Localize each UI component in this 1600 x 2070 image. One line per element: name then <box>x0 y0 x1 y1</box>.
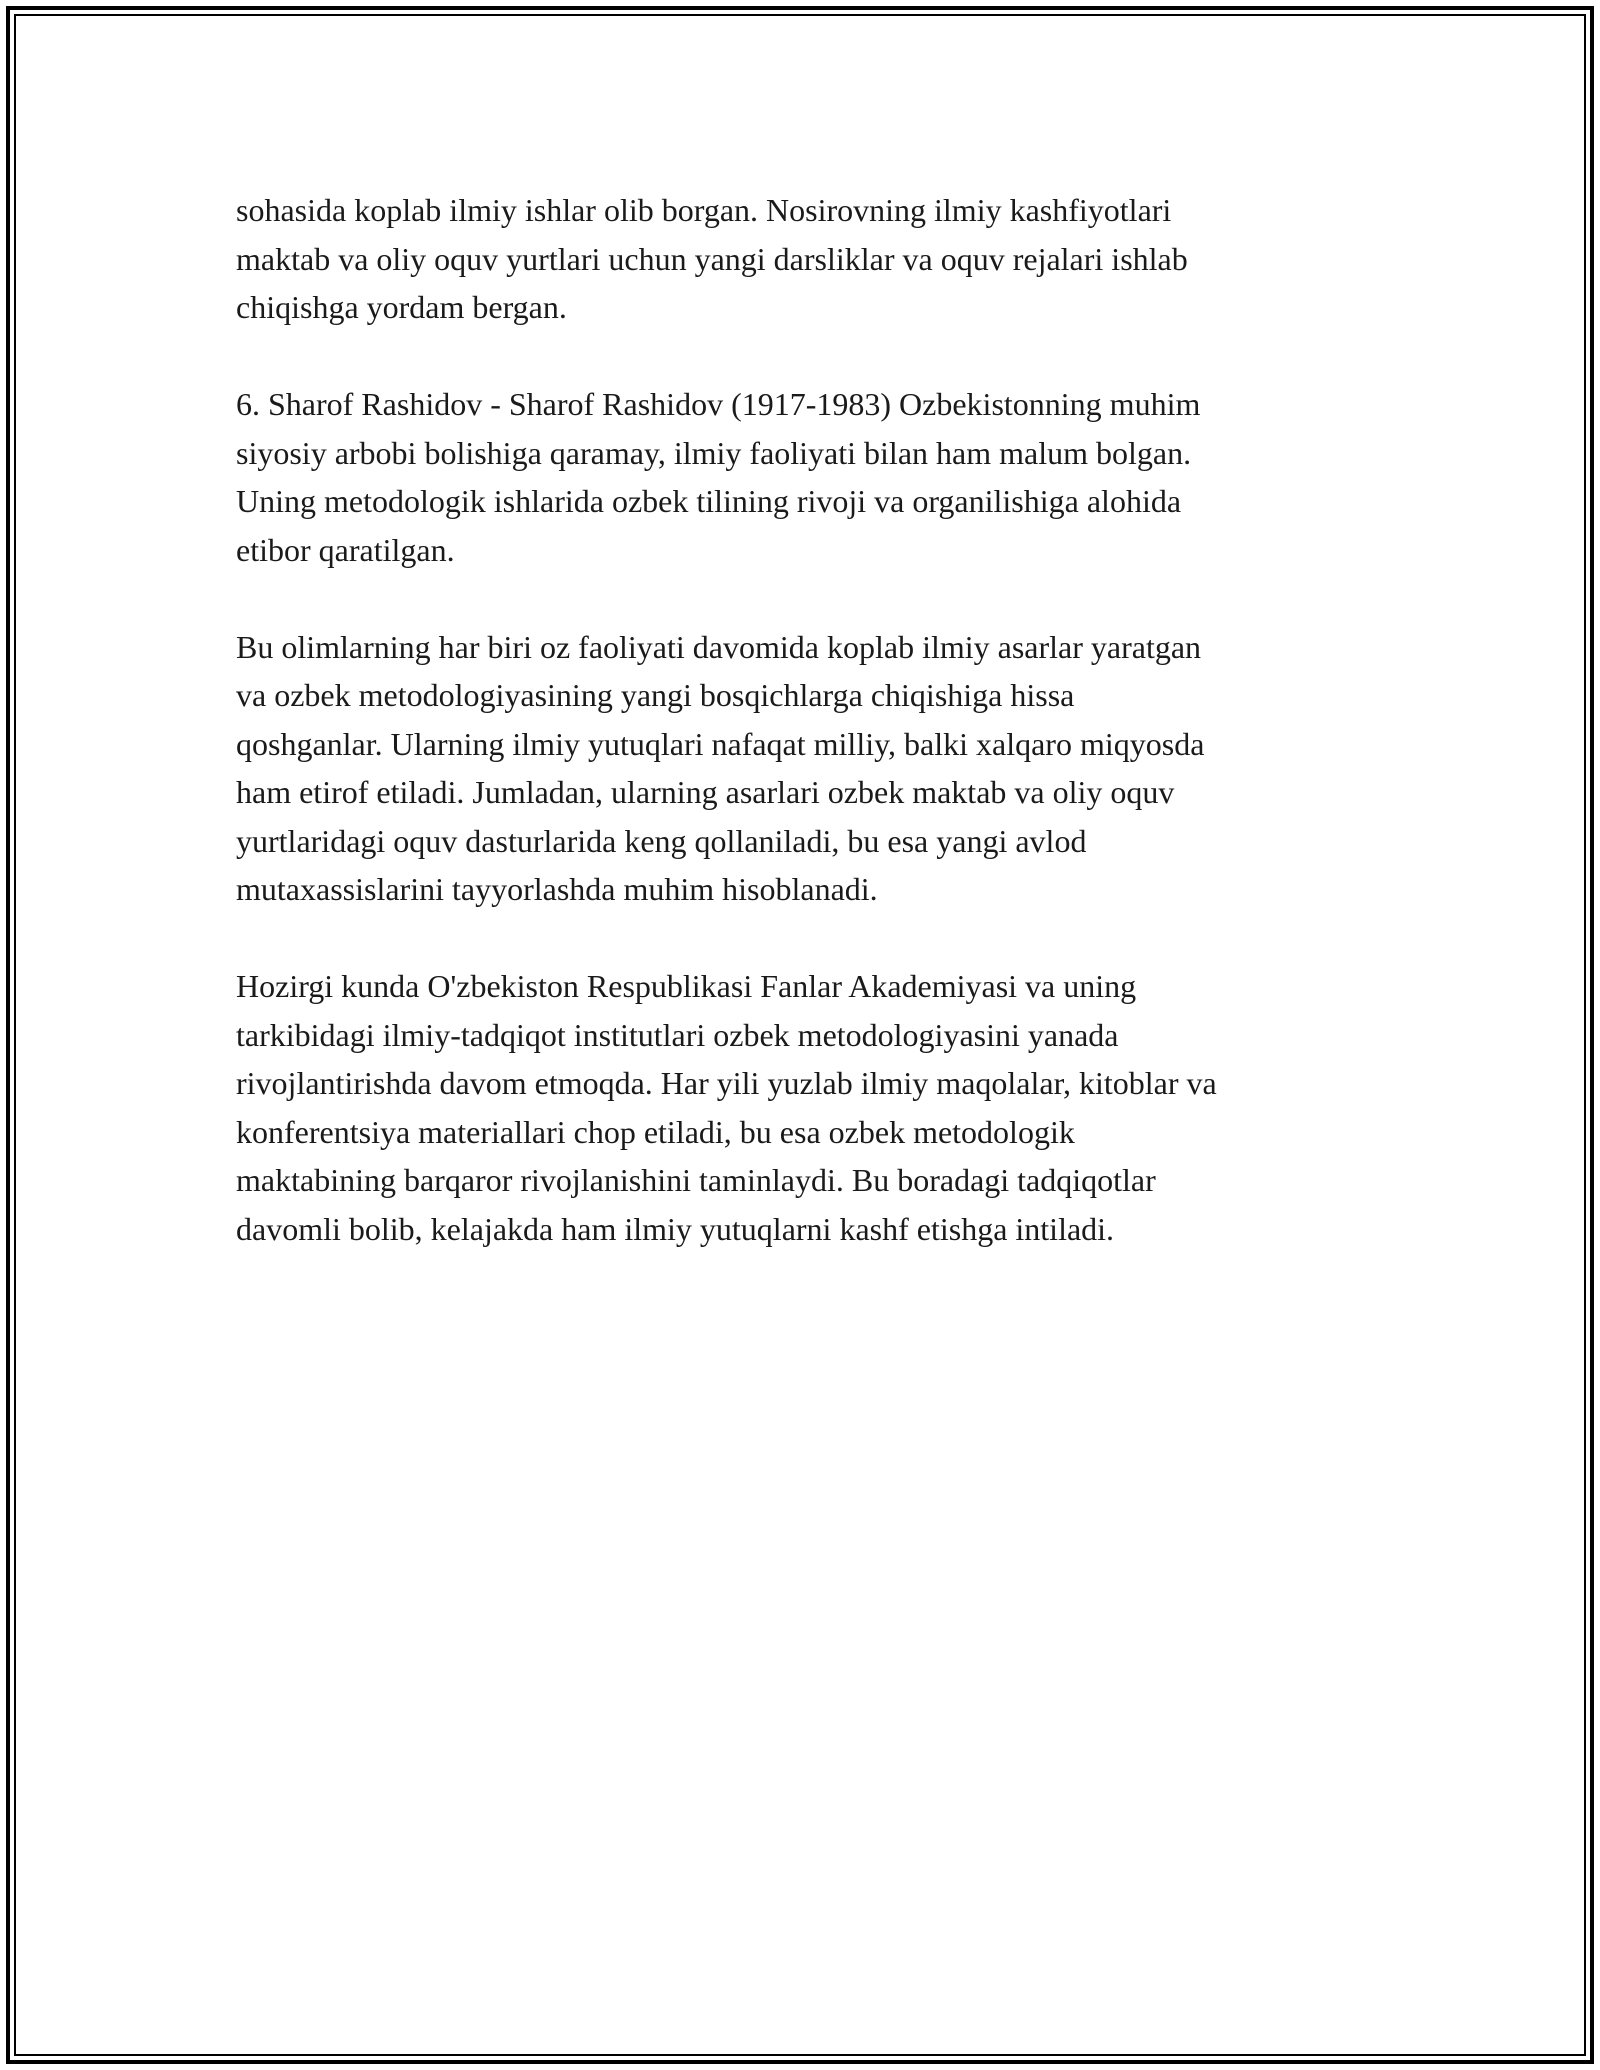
paragraph-sharof-rashidov: 6. Sharof Rashidov - Sharof Rashidov (1917-1983) Ozbekistonning muhim siyosiy arbobi bolishiga qaramay, ilmiy faoliyati bilan ham malum bolgan. Uning metodologik ishlarida ozbek tilining rivoji va organilishiga alohida etibor qaratilgan. <box>236 386 1201 568</box>
paragraph-nosirov-conclusion: sohasida koplab ilmiy ishlar olib borgan. Nosirovning ilmiy kashfiyotlari maktab va oliy oquv yurtlari uchun yangi darsliklar va oquv rejalari ishlab chiqishga yordam bergan. <box>236 192 1188 325</box>
paragraph-scholars-contribution: Bu olimlarning har biri oz faoliyati davomida koplab ilmiy asarlar yaratgan va ozbek metodologiyasining yangi bosqichlarga chiqishiga hissa qoshganlar. Ularning ilmiy yutuqlari nafaqat milliy, balki xalqaro miqyosda ham etirof etiladi. Jumladan, ularning asarlari ozbek maktab va oliy oquv yurtlaridagi oquv dasturlarida keng qollaniladi, bu esa yangi avlod mutaxassislarini tayyorlashda muhim hisoblanadi. <box>236 628 1205 907</box>
document-body <box>236 186 1386 1302</box>
paragraph-academy-today: Hozirgi kunda O'zbekiston Respublikasi Fanlar Akademiyasi va uning tarkibidagi ilmiy-tadqiqot institutlari ozbek metodologiyasini yanada rivojlantirishda davom etmoqda. Har yili yuzlab ilmiy maqolalar, kitoblar va konferentsiya materiallari chop etiladi, bu esa ozbek metodologik maktabining barqaror rivojlanishini taminlaydi. Bu boradagi tadqiqotlar davomli bolib, kelajakda ham ilmiy yutuqlarni kashf etishga intiladi. <box>236 968 1217 1247</box>
